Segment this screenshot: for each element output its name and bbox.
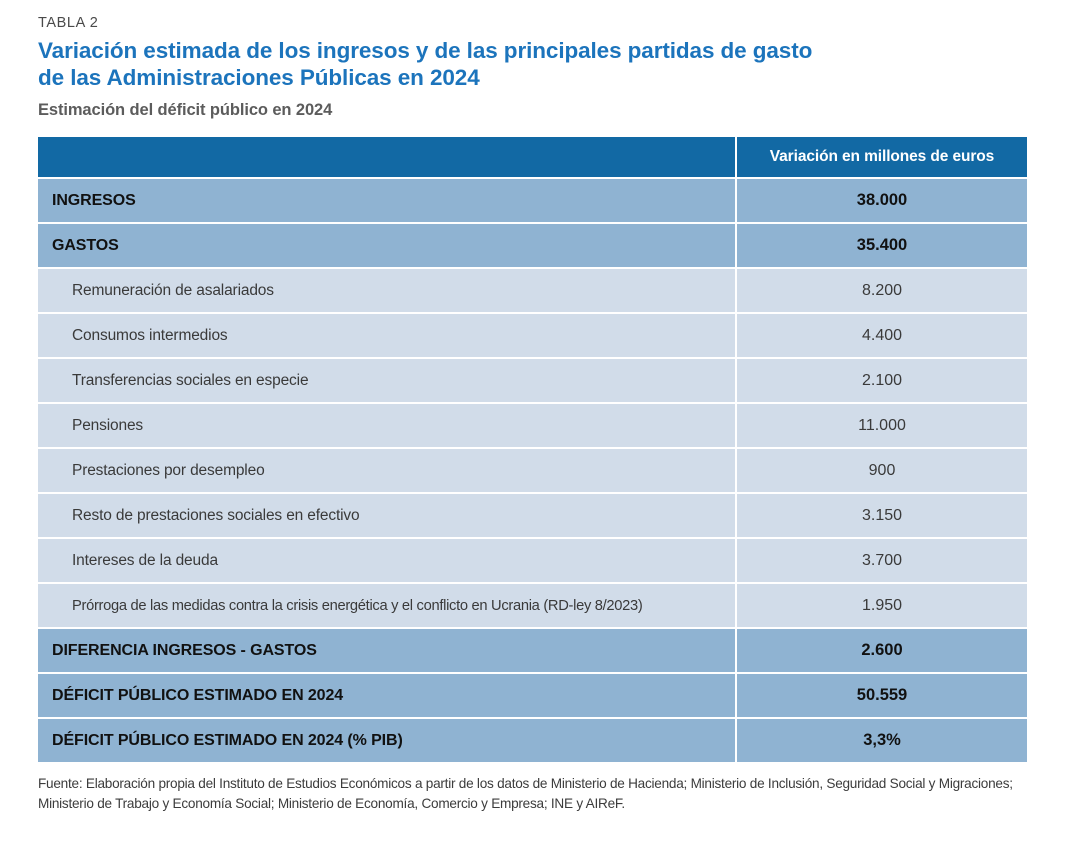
source-note: Fuente: Elaboración propia del Instituto de Estudios Económicos a partir de los datos de Ministerio de Hacienda; Ministerio de Inclusión, Seguridad Social y Migraciones; Ministerio de Trabajo y Economía Social; Ministerio de Economía, Comercio y Empresa; INE y AIReF.: [38, 776, 1013, 811]
page-title: [38, 37, 1031, 91]
row-value: 8.200: [737, 267, 1027, 312]
table-row: [38, 177, 1027, 222]
row-value: 35.400: [737, 222, 1027, 267]
row-label: Resto de prestaciones sociales en efectivo: [38, 492, 737, 537]
row-value: 3.700: [737, 537, 1027, 582]
row-value: 900: [737, 447, 1027, 492]
page-header: [0, 0, 1069, 121]
table-head: [38, 137, 1027, 177]
row-value: 2.600: [737, 627, 1027, 672]
data-table-container: [38, 137, 1027, 762]
row-label: Consumos intermedios: [38, 312, 737, 357]
row-value: 11.000: [737, 402, 1027, 447]
table-row: [38, 447, 1027, 492]
row-value: 1.950: [737, 582, 1027, 627]
row-label: Intereses de la deuda: [38, 537, 737, 582]
table-row: [38, 402, 1027, 447]
row-label: Transferencias sociales en especie: [38, 357, 737, 402]
column-header-value: Variación en millones de euros: [737, 137, 1027, 177]
row-value: 38.000: [737, 177, 1027, 222]
row-label: DÉFICIT PÚBLICO ESTIMADO EN 2024: [38, 672, 737, 717]
page-title-line-1: Variación estimada de los ingresos y de las principales partidas de gasto: [38, 38, 813, 63]
table-row: [38, 717, 1027, 762]
row-label: Prestaciones por desempleo: [38, 447, 737, 492]
page-subtitle: Estimación del déficit público en 2024: [38, 101, 333, 119]
table-header-row: [38, 137, 1027, 177]
page-title-line-2: de las Administraciones Públicas en 2024: [38, 65, 480, 90]
row-value: 2.100: [737, 357, 1027, 402]
table-row: [38, 672, 1027, 717]
table-row: [38, 267, 1027, 312]
table-row: [38, 357, 1027, 402]
table-number-label: TABLA 2: [38, 15, 99, 31]
table-row: [38, 537, 1027, 582]
table-row: [38, 222, 1027, 267]
table-row: [38, 627, 1027, 672]
row-value: 50.559: [737, 672, 1027, 717]
row-value: 4.400: [737, 312, 1027, 357]
table-row: [38, 492, 1027, 537]
row-label: INGRESOS: [38, 177, 737, 222]
row-label: Remuneración de asalariados: [38, 267, 737, 312]
row-value: 3.150: [737, 492, 1027, 537]
table-body: [38, 177, 1027, 762]
row-label: GASTOS: [38, 222, 737, 267]
row-label: DÉFICIT PÚBLICO ESTIMADO EN 2024 (% PIB): [38, 717, 737, 762]
table-row: [38, 312, 1027, 357]
row-value: 3,3%: [737, 717, 1027, 762]
column-header-label: [38, 137, 737, 177]
data-table: [38, 137, 1027, 762]
row-label: Pensiones: [38, 402, 737, 447]
row-label: Prórroga de las medidas contra la crisis energética y el conflicto en Ucrania (RD-ley 8/2023): [38, 582, 737, 627]
row-label: DIFERENCIA INGRESOS - GASTOS: [38, 627, 737, 672]
table-row: [38, 582, 1027, 627]
